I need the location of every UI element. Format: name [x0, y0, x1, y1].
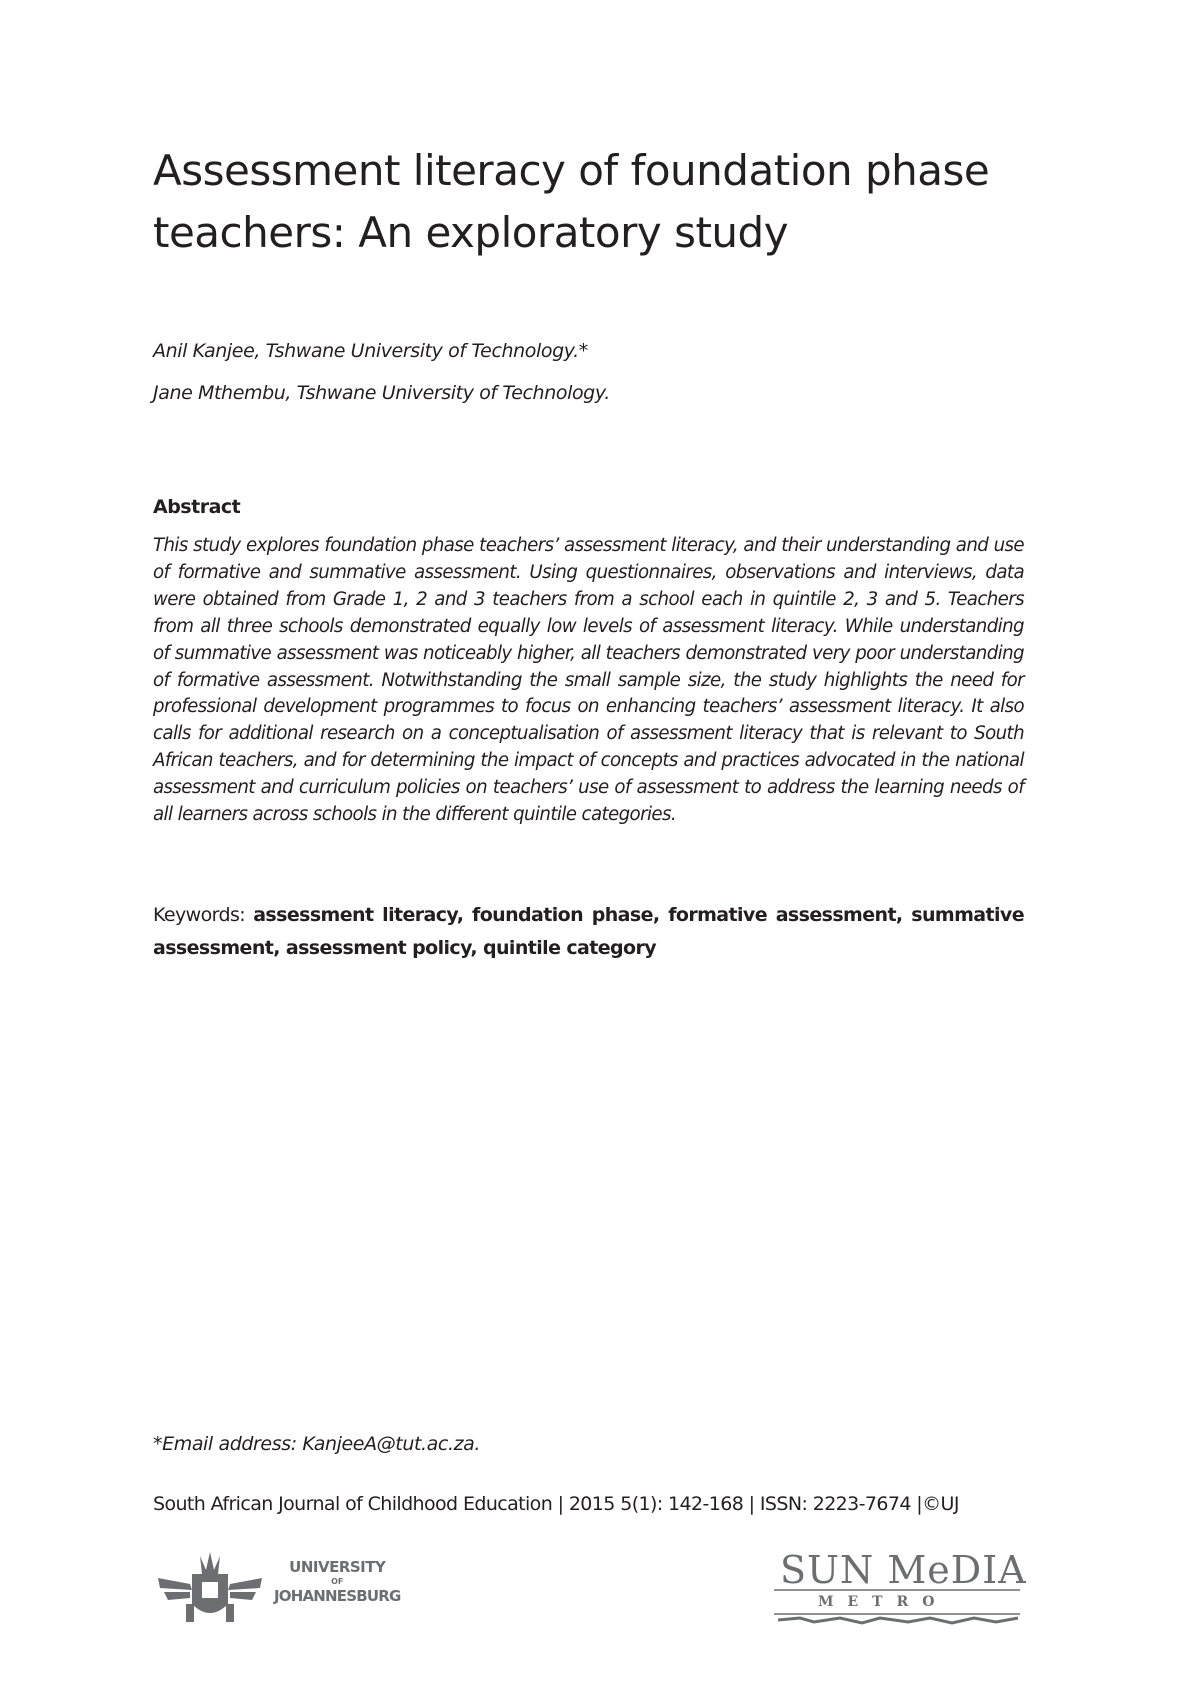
- uj-wordmark: UNIVERSITY OF JOHANNESBURG: [274, 1558, 401, 1605]
- keywords-list: assessment literacy, foundation phase, formative assessment, summative assessment, assessment policy, quintile category: [153, 904, 1024, 959]
- abstract-heading: Abstract: [153, 496, 241, 518]
- paper-title: Assessment literacy of foundation phase teachers: An exploratory study: [153, 146, 990, 257]
- uj-crest-icon: [150, 1548, 270, 1628]
- sun-media-subtitle: METRO: [818, 1594, 949, 1610]
- email-footnote: *Email address: KanjeeA@tut.ac.za.: [153, 1433, 481, 1455]
- author-list: [153, 330, 610, 414]
- journal-citation: South African Journal of Childhood Education | 2015 5(1): 142-168 | ISSN: 2223-7674 |©UJ: [153, 1493, 959, 1515]
- sun-media-ornament-icon: [770, 1548, 1026, 1638]
- keywords-label: Keywords:: [153, 904, 246, 926]
- author-2: Jane Mthembu, Tshwane University of Technology.: [153, 382, 610, 404]
- university-of-johannesburg-logo: [150, 1548, 430, 1628]
- sun-media-logo: [770, 1548, 1026, 1638]
- author-1: Anil Kanjee, Tshwane University of Technology.*: [153, 340, 588, 362]
- abstract-body: This study explores foundation phase teachers’ assessment literacy, and their understanding and use of formative and summative assessment. Using questionnaires, observations and interviews, data were obtained from Grade 1, 2 and 3 teachers from a school each in quintile 2, 3 and 5. Teachers from all three schools demonstrated equally low levels of assessment literacy. While understanding of summative assessment was noticeably higher, all teachers demonstrated very poor understanding of formative assessment. Notwithstanding the small sample size, the study highlights the need for professional development programmes to focus on enhancing teachers’ assessment literacy. It also calls for additional research on a conceptualisation of assessment literacy that is relevant to South African teachers, and for determining the impact of concepts and practices advocated in the national assessment and curriculum policies on teachers’ use of assessment to address the learning needs of all learners across schools in the different quintile categories.: [153, 535, 1024, 826]
- sun-media-wordmark: SUN MeDIA: [780, 1548, 1027, 1592]
- keywords: [153, 899, 1024, 965]
